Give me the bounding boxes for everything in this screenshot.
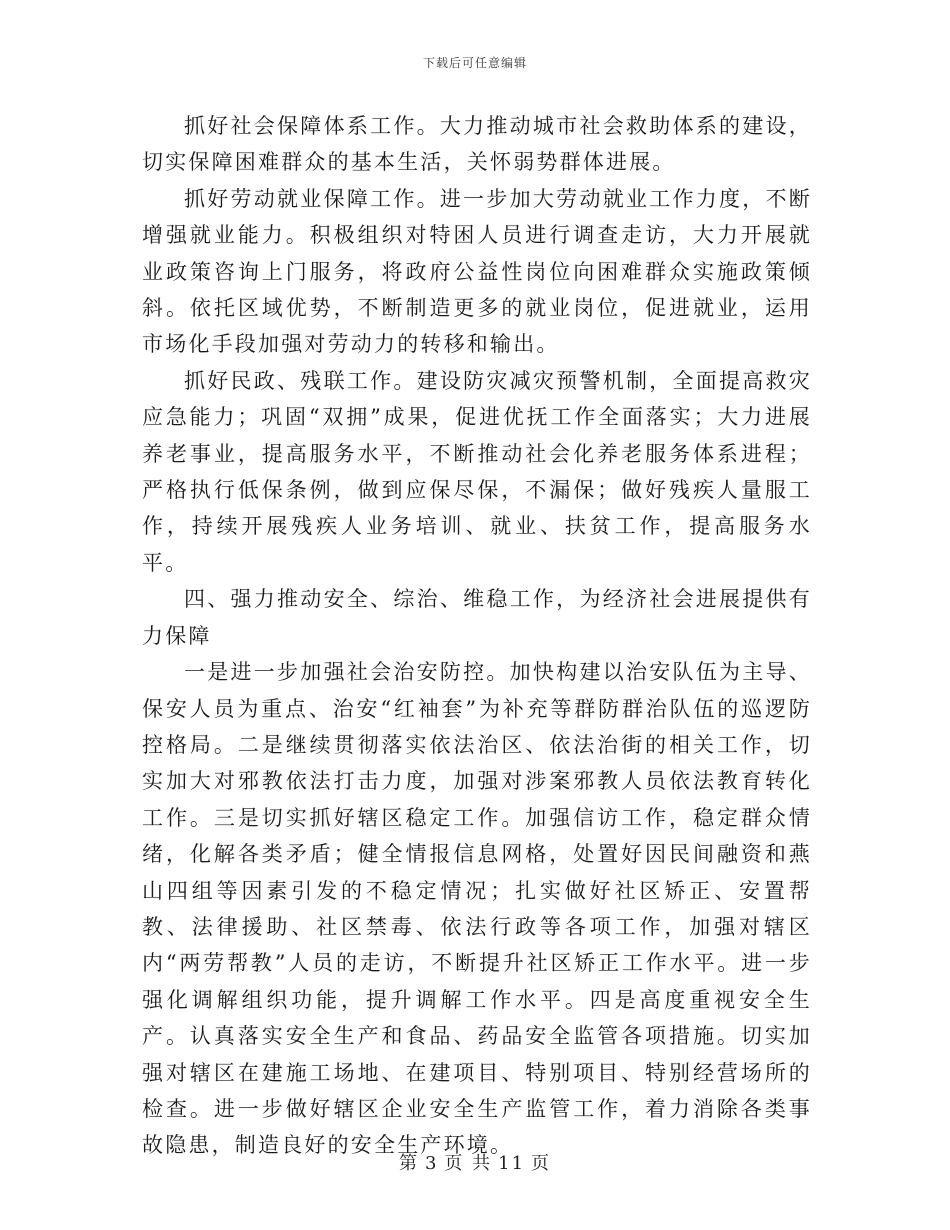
total-pages-number: 11 [498,1153,526,1174]
paragraph-civil-affairs: 抓好民政、残联工作。建设防灾减灾预警机制，全面提高救灾应急能力；巩固“双拥”成果，促进优抚工作全面落实；大力进展养老事业，提高服务水平，不断推动社会化养老服务体系进程；严格执行低保条例，做到应保尽保，不漏保；做好残疾人量服工作，持续开展残疾人业务培训、就业、扶贫工作，提高服务水平。 [142,368,812,575]
page-footer [0,1149,950,1175]
footer-mid: 页 共 [444,1153,493,1174]
paragraph-employment: 抓好劳动就业保障工作。进一步加大劳动就业工作力度，不断增强就业能力。积极组织对特困人员进行调查走访，大力开展就业政策咨询上门服务，将政府公益性岗位向困难群众实施政策倾斜。依托区域优势，不断制造更多的就业岗位，促进就业，运用市场化手段加强对劳动力的转移和输出。 [142,186,812,357]
footer-prefix: 第 [398,1153,419,1174]
page-header: 下载后可任意编辑 [422,56,527,70]
current-page-number: 3 [424,1153,439,1174]
section-heading-four: 四、强力推动安全、综治、维稳工作，为经济社会进展提供有力保障 [142,587,812,648]
document-body [142,108,812,1164]
paragraph-social-security: 抓好社会保障体系工作。大力推动城市社会救助体系的建设，切实保障困难群众的基本生活，关怀弱势群体进展。 [142,114,812,175]
footer-suffix: 页 [531,1153,552,1174]
paragraph-public-safety: 一是进一步加强社会治安防控。加快构建以治安队伍为主导、保安人员为重点、治安“红袖套”为补充等群防群治队伍的巡逻防控格局。二是继续贯彻落实依法治区、依法治街的相关工作，切实加大对邪教依法打击力度，加强对涉案邪教人员依法教育转化工作。三是切实抓好辖区稳定工作。加强信访工作，稳定群众情绪，化解各类矛盾；健全情报信息网格，处置好因民间融资和燕山四组等因素引发的不稳定情况；扎实做好社区矫正、安置帮教、法律援助、社区禁毒、依法行政等各项工作，加强对辖区内“两劳帮教”人员的走访，不断提升社区矫正工作水平。进一步强化调解组织功能，提升调解工作水平。四是高度重视安全生产。认真落实安全生产和食品、药品安全监管各项措施。切实加强对辖区在建施工场地、在建项目、特别项目、特别经营场所的检查。进一步做好辖区企业安全生产监管工作，着力消除各类事故隐患，制造良好的安全生产环境。 [142,660,812,1158]
